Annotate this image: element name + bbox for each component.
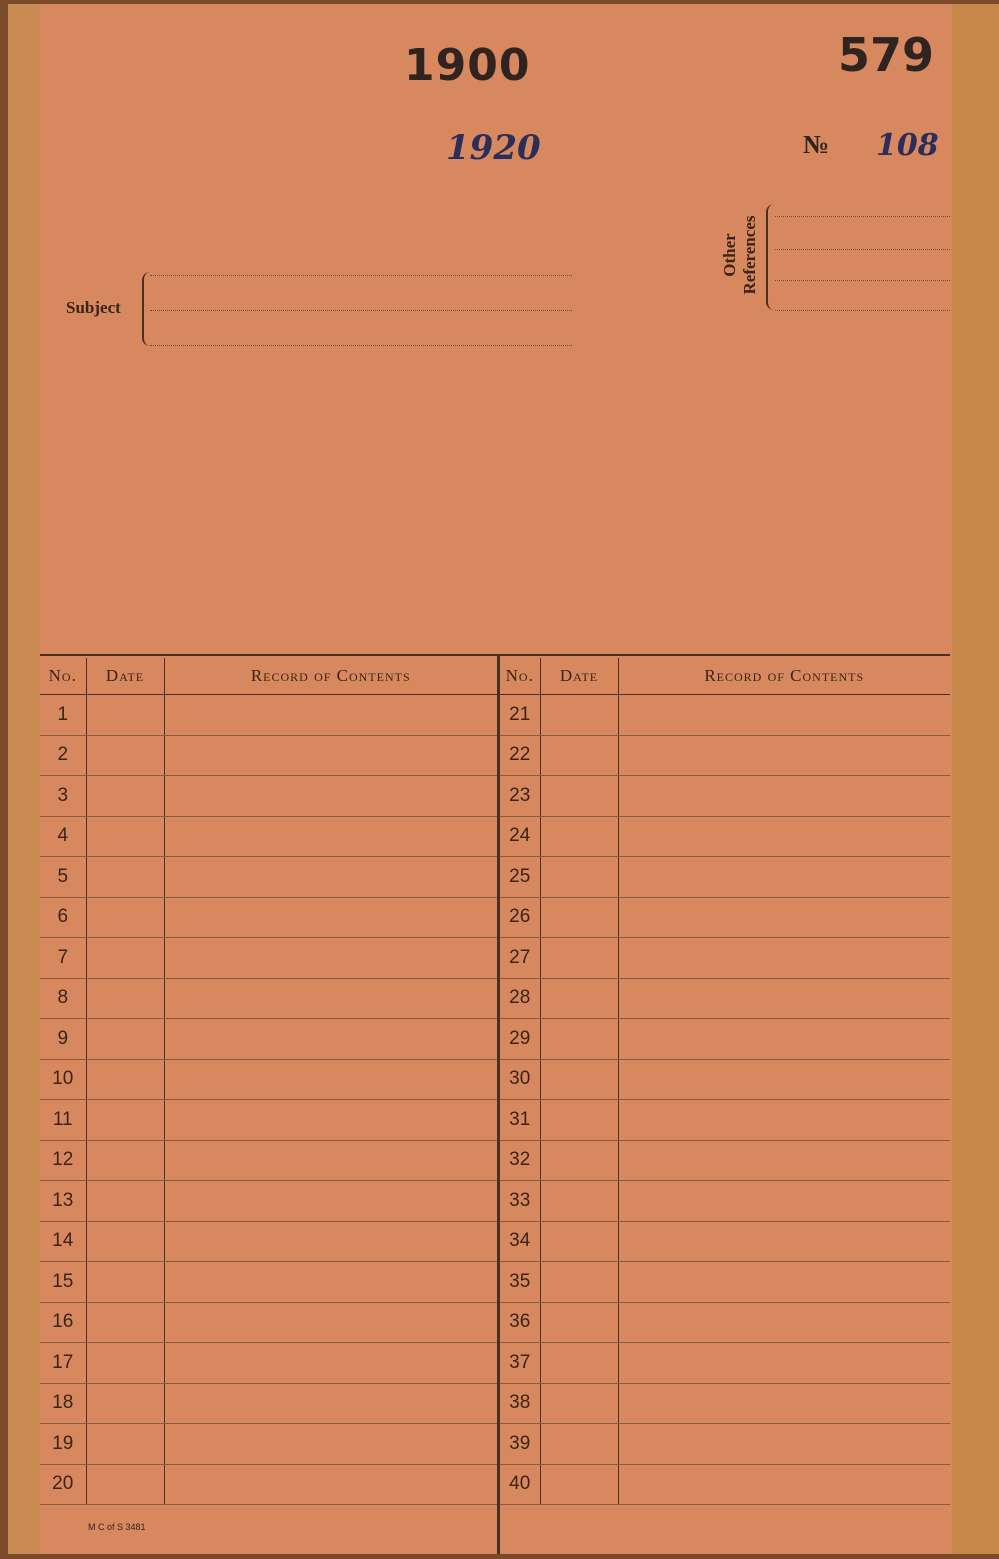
row-number: 12 <box>40 1140 86 1181</box>
contents-cell[interactable] <box>164 1100 497 1141</box>
date-cell[interactable] <box>86 695 164 736</box>
reference-line-4[interactable] <box>775 310 950 311</box>
row-number: 3 <box>40 776 86 817</box>
row-number: 31 <box>500 1100 540 1141</box>
row-number: 40 <box>500 1464 540 1505</box>
row-number: 2 <box>40 735 86 776</box>
col-number-header: No. <box>40 658 86 695</box>
row-number: 13 <box>40 1181 86 1222</box>
date-cell[interactable] <box>86 1181 164 1222</box>
date-cell[interactable] <box>540 1424 618 1465</box>
table-row <box>40 735 497 776</box>
row-number: 23 <box>500 776 540 817</box>
date-cell[interactable] <box>86 1019 164 1060</box>
contents-cell[interactable] <box>618 1424 950 1465</box>
date-cell[interactable] <box>540 1302 618 1343</box>
row-number: 33 <box>500 1181 540 1222</box>
handwritten-year: 1920 <box>446 128 541 168</box>
row-number: 26 <box>500 897 540 938</box>
table-row <box>500 695 950 736</box>
table-row <box>500 1424 950 1465</box>
table-row <box>40 1383 497 1424</box>
year-stamp: 1900 <box>404 40 531 91</box>
date-cell[interactable] <box>540 695 618 736</box>
form-code: M C of S 3481 <box>88 1522 146 1532</box>
contents-cell[interactable] <box>164 1181 497 1222</box>
table-row <box>40 1019 497 1060</box>
table-row <box>40 938 497 979</box>
contents-cell[interactable] <box>618 1383 950 1424</box>
table-top-rule <box>40 654 950 656</box>
table-row <box>500 1343 950 1384</box>
row-number: 28 <box>500 978 540 1019</box>
col-contents-header: Record of Contents <box>618 658 950 695</box>
table-row <box>500 1019 950 1060</box>
contents-cell[interactable] <box>618 857 950 898</box>
date-cell[interactable] <box>540 1140 618 1181</box>
table-row <box>500 1302 950 1343</box>
contents-cell[interactable] <box>164 695 497 736</box>
table-row <box>40 1221 497 1262</box>
row-number: 10 <box>40 1059 86 1100</box>
table-row <box>40 816 497 857</box>
contents-cell[interactable] <box>618 1464 950 1505</box>
col-number-header: No. <box>500 658 540 695</box>
reference-line-3[interactable] <box>775 280 950 281</box>
row-number: 4 <box>40 816 86 857</box>
row-number: 30 <box>500 1059 540 1100</box>
date-cell[interactable] <box>86 1059 164 1100</box>
table-row <box>40 1100 497 1141</box>
table-row <box>500 735 950 776</box>
record-table-right <box>500 658 950 1505</box>
subject-line-3[interactable] <box>150 345 572 346</box>
row-number: 11 <box>40 1100 86 1141</box>
contents-cell[interactable] <box>164 816 497 857</box>
date-cell[interactable] <box>86 1302 164 1343</box>
contents-cell[interactable] <box>618 978 950 1019</box>
date-cell[interactable] <box>540 1262 618 1303</box>
table-row <box>500 1100 950 1141</box>
subject-line-1[interactable] <box>150 275 572 276</box>
date-cell[interactable] <box>86 776 164 817</box>
contents-cell[interactable] <box>618 816 950 857</box>
contents-cell[interactable] <box>618 1100 950 1141</box>
contents-cell[interactable] <box>618 1140 950 1181</box>
date-cell[interactable] <box>86 816 164 857</box>
handwritten-file-number: 108 <box>876 128 939 163</box>
table-row <box>500 897 950 938</box>
table-row <box>40 1302 497 1343</box>
row-number: 32 <box>500 1140 540 1181</box>
date-cell[interactable] <box>86 1262 164 1303</box>
row-number: 19 <box>40 1424 86 1465</box>
table-row <box>40 1181 497 1222</box>
table-row <box>40 1262 497 1303</box>
row-number: 7 <box>40 938 86 979</box>
row-number: 15 <box>40 1262 86 1303</box>
col-contents-header: Record of Contents <box>164 658 497 695</box>
contents-cell[interactable] <box>164 1140 497 1181</box>
table-row <box>40 978 497 1019</box>
table-row <box>500 1464 950 1505</box>
date-cell[interactable] <box>540 776 618 817</box>
table-row <box>40 776 497 817</box>
row-number: 5 <box>40 857 86 898</box>
contents-cell[interactable] <box>618 1302 950 1343</box>
date-cell[interactable] <box>540 1059 618 1100</box>
row-number: 36 <box>500 1302 540 1343</box>
row-number: 20 <box>40 1464 86 1505</box>
table-row <box>500 938 950 979</box>
reference-line-1[interactable] <box>775 216 950 217</box>
other-references-label: Other References <box>720 215 759 295</box>
date-cell[interactable] <box>86 1221 164 1262</box>
file-number-stamp: 579 <box>838 28 935 82</box>
row-number: 6 <box>40 897 86 938</box>
table-row <box>500 1059 950 1100</box>
contents-cell[interactable] <box>164 776 497 817</box>
row-number: 25 <box>500 857 540 898</box>
subject-line-2[interactable] <box>150 310 572 311</box>
row-number: 38 <box>500 1383 540 1424</box>
subject-brace <box>142 272 152 346</box>
table-row <box>500 1140 950 1181</box>
contents-cell[interactable] <box>164 938 497 979</box>
table-row <box>40 1424 497 1465</box>
row-number: 17 <box>40 1343 86 1384</box>
contents-cell[interactable] <box>618 695 950 736</box>
contents-cell[interactable] <box>164 735 497 776</box>
date-cell[interactable] <box>540 1343 618 1384</box>
table-row <box>40 897 497 938</box>
table-row <box>500 857 950 898</box>
row-number: 29 <box>500 1019 540 1060</box>
table-row <box>500 1383 950 1424</box>
contents-cell[interactable] <box>164 1424 497 1465</box>
table-row <box>500 978 950 1019</box>
date-cell[interactable] <box>86 1140 164 1181</box>
table-row <box>500 816 950 857</box>
date-cell[interactable] <box>86 897 164 938</box>
row-number: 34 <box>500 1221 540 1262</box>
row-number: 21 <box>500 695 540 736</box>
date-cell[interactable] <box>540 1221 618 1262</box>
date-cell[interactable] <box>86 857 164 898</box>
contents-cell[interactable] <box>164 1262 497 1303</box>
contents-cell[interactable] <box>164 897 497 938</box>
date-cell[interactable] <box>86 1464 164 1505</box>
date-cell[interactable] <box>540 1019 618 1060</box>
row-number: 16 <box>40 1302 86 1343</box>
date-cell[interactable] <box>540 1181 618 1222</box>
contents-cell[interactable] <box>618 735 950 776</box>
contents-cell[interactable] <box>618 938 950 979</box>
contents-cell[interactable] <box>164 978 497 1019</box>
contents-cell[interactable] <box>618 776 950 817</box>
date-cell[interactable] <box>540 897 618 938</box>
contents-cell[interactable] <box>618 897 950 938</box>
row-number: 35 <box>500 1262 540 1303</box>
date-cell[interactable] <box>86 1343 164 1384</box>
contents-cell[interactable] <box>618 1262 950 1303</box>
col-date-header: Date <box>86 658 164 695</box>
row-number: 8 <box>40 978 86 1019</box>
table-row <box>40 1140 497 1181</box>
col-date-header: Date <box>540 658 618 695</box>
date-cell[interactable] <box>540 978 618 1019</box>
date-cell[interactable] <box>540 735 618 776</box>
row-number: 1 <box>40 695 86 736</box>
row-number: 24 <box>500 816 540 857</box>
contents-cell[interactable] <box>618 1019 950 1060</box>
right-binding-strip <box>952 4 999 1554</box>
table-row <box>500 1181 950 1222</box>
row-number: 9 <box>40 1019 86 1060</box>
reference-line-2[interactable] <box>775 249 950 250</box>
date-cell[interactable] <box>86 1100 164 1141</box>
table-row <box>40 695 497 736</box>
contents-cell[interactable] <box>618 1181 950 1222</box>
date-cell[interactable] <box>540 816 618 857</box>
contents-cell[interactable] <box>164 1343 497 1384</box>
table-row <box>40 857 497 898</box>
table-row <box>40 1059 497 1100</box>
contents-cell[interactable] <box>618 1221 950 1262</box>
date-cell[interactable] <box>86 938 164 979</box>
date-cell[interactable] <box>86 735 164 776</box>
row-number: 14 <box>40 1221 86 1262</box>
contents-cell[interactable] <box>164 1302 497 1343</box>
contents-cell[interactable] <box>164 857 497 898</box>
date-cell[interactable] <box>86 1383 164 1424</box>
row-number: 37 <box>500 1343 540 1384</box>
row-number: 22 <box>500 735 540 776</box>
contents-cell[interactable] <box>618 1059 950 1100</box>
table-row <box>500 1221 950 1262</box>
row-number: 39 <box>500 1424 540 1465</box>
subject-label: Subject <box>66 298 121 317</box>
contents-cell[interactable] <box>618 1343 950 1384</box>
contents-cell[interactable] <box>164 1019 497 1060</box>
date-cell[interactable] <box>540 1100 618 1141</box>
row-number: 18 <box>40 1383 86 1424</box>
row-number: 27 <box>500 938 540 979</box>
table-row <box>40 1343 497 1384</box>
contents-cell[interactable] <box>164 1221 497 1262</box>
table-row <box>500 1262 950 1303</box>
date-cell[interactable] <box>540 938 618 979</box>
date-cell[interactable] <box>540 1383 618 1424</box>
table-row <box>40 1464 497 1505</box>
date-cell[interactable] <box>86 978 164 1019</box>
number-label: № <box>803 130 830 159</box>
contents-cell[interactable] <box>164 1383 497 1424</box>
record-table-left <box>40 658 497 1505</box>
left-binding-strip <box>8 4 40 1554</box>
other-references-brace <box>766 204 776 310</box>
date-cell[interactable] <box>540 857 618 898</box>
contents-cell[interactable] <box>164 1059 497 1100</box>
contents-cell[interactable] <box>164 1464 497 1505</box>
table-row <box>500 776 950 817</box>
date-cell[interactable] <box>86 1424 164 1465</box>
date-cell[interactable] <box>540 1464 618 1505</box>
